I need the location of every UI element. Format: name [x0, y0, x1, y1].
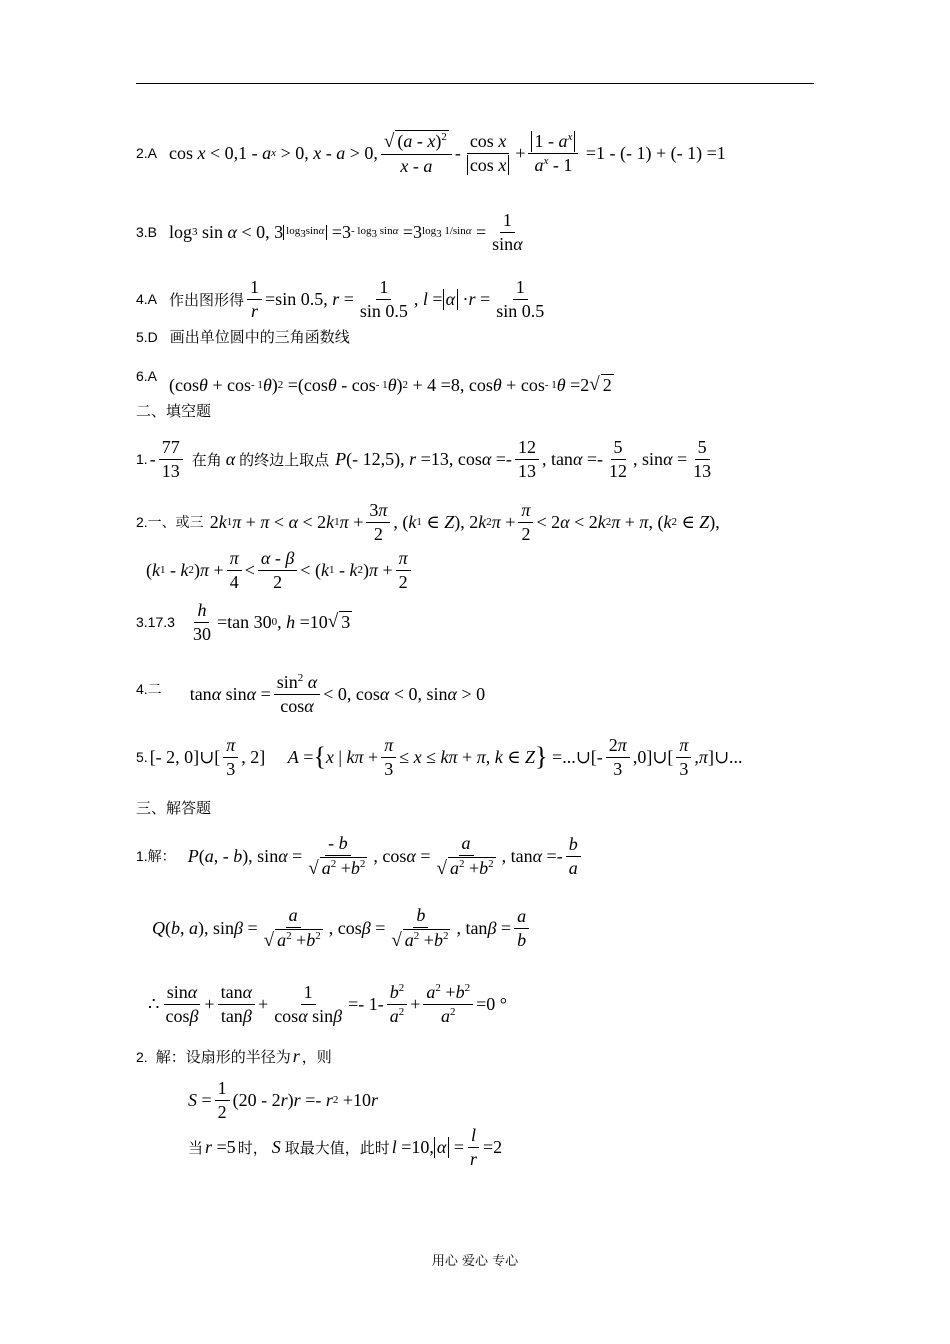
formula: tan α sin α = $\sin^2 \alpha$ cosα < 0, cos α < 0, sin α > 0 — [189, 672, 486, 716]
item-label: 5.D — [136, 328, 158, 345]
formula: P ( a , - b ), sin α = - b √ $a^2 +b^2$ , cos α = a √ $a^2 +b^2$ , tan α =- b a — [188, 833, 584, 880]
formula: 2 k 1 π + π < α < 2 k 1 π + 3π 2 , ( k 1 ∈ Z ), 2 k 2 π + π 2 < 2 α < 2 k 2 π + π , ( k 2 ∈ Z ), — [209, 500, 720, 544]
formula: (cos θ + cos - 1 θ ) 2 =(cos θ - cos - 1 θ ) 2 + 4 =8, cos θ + cos - 1 θ =2 √ 2 — [169, 374, 612, 395]
item-label: 1.解： — [136, 848, 176, 865]
solution-2-line3 — [188, 1125, 502, 1169]
section-heading-fill-in — [136, 400, 211, 421]
fill-in-2 — [136, 500, 720, 544]
item-label: 6.A — [136, 368, 158, 384]
section-title: 三、解答题 — [136, 799, 212, 817]
item-label: 3.B — [136, 224, 158, 241]
alpha-symbol: α — [225, 448, 236, 469]
fill-in-1 — [136, 437, 717, 481]
formula: Q ( b , a ), sin β = a √ $a^2 +b^2$ , cos β = b √ $a^2 +b^2$ , tan β = a b — [152, 905, 532, 952]
page-footer: 用心 爱心 专心 — [431, 1254, 519, 1269]
item-label: 4.二 — [136, 681, 162, 698]
item-text: 当 — [188, 1138, 204, 1157]
answer-choice-6 — [136, 356, 614, 396]
formula: r =5 — [205, 1136, 236, 1157]
answer-choice-4 — [136, 277, 550, 321]
solution-1 — [136, 833, 584, 880]
formula: ( k 1 - k 2 ) π + π 4 < α - β 2 < ( k 1 - k 2 ) π + π 2 — [146, 548, 414, 592]
item-text: 的终边上取点 — [239, 450, 330, 469]
section-title: 二、填空题 — [136, 402, 212, 420]
formula: h 30 =tan 30 0 , h =10 √ 3 — [192, 600, 351, 644]
solution-2-line2 — [188, 1078, 378, 1122]
header-rule — [136, 83, 814, 84]
solution-1-line2 — [152, 905, 532, 952]
formula: log 3 sin α < 0, 3 $\log_3\sin\alpha$ =3 - $\log_3 \sin\alpha$ =3 $\log_3 1/\sin\alpha$ = 1 sinα — [169, 210, 523, 254]
answer-choice-5 — [136, 326, 350, 347]
formula: 1 r =sin 0.5, r = 1 sin 0.5 , l = α · r = 1 sin 0.5 — [244, 277, 550, 321]
s-symbol: S — [271, 1136, 281, 1157]
item-label: 2. — [136, 1048, 148, 1065]
formula: ∴ sinα cosβ + tanα tanβ + 1 cosα sinβ =- 1- $b^2$ $a^2$ + $a^2 +b^2$ $a^2$ =0 ° — [148, 982, 507, 1026]
answer-choice-3 — [136, 210, 529, 254]
item-label: 2.一、或三 — [136, 514, 204, 531]
fill-in-5 — [136, 735, 743, 779]
item-label: 3.17.3 — [136, 614, 175, 631]
formula: cos x < 0,1 - a x > 0, x - a > 0, √ (a - x)$^2$ x - a - cos x cos x + $1 - a^x$ $a^x - 1$ =1 - (- 1) + (- 1) =1 — [169, 131, 726, 176]
item-text: 画出单位圆中的三角函数线 — [169, 328, 350, 346]
item-label: 5. — [136, 749, 148, 766]
fill-in-3 — [136, 600, 352, 644]
item-label: 4.A — [136, 291, 158, 308]
fill-in-4 — [136, 662, 485, 716]
formula: l =10, α = l r =2 — [391, 1125, 503, 1169]
formula: P (- 12,5), r =13, cos α =- 12 13 , tan α =- 5 12 , sin α = 5 13 — [335, 437, 712, 481]
item-text: 时， — [237, 1138, 268, 1157]
section-heading-solve — [136, 797, 211, 818]
solution-2 — [136, 1046, 332, 1067]
item-text: 作出图形得 — [169, 290, 245, 309]
item-label: 2.A — [136, 145, 158, 162]
formula: - 77 13 — [150, 437, 186, 481]
item-text: 取最大值，此时 — [284, 1138, 390, 1157]
r-symbol: r — [292, 1046, 300, 1066]
item-text: 在角 — [191, 450, 222, 469]
item-label: 1. — [136, 451, 148, 468]
formula: S = 1 2 (20 - 2 r ) r =- r 2 +10 r — [188, 1078, 379, 1122]
formula: [- 2, 0]∪[ π 3 , 2] A = { x | kπ + π 3 ≤ x ≤ kπ + π , k ∈ Z } =...∪[- 2π 3 ,0]∪[ π 3 , π ]∪... — [149, 735, 743, 779]
answer-choice-2 — [136, 130, 726, 177]
item-text: 解：设扇形的半径为 — [155, 1048, 291, 1066]
item-text: ，则 — [301, 1048, 332, 1066]
solution-1-line3 — [148, 982, 507, 1026]
fill-in-2-cont — [146, 548, 414, 592]
